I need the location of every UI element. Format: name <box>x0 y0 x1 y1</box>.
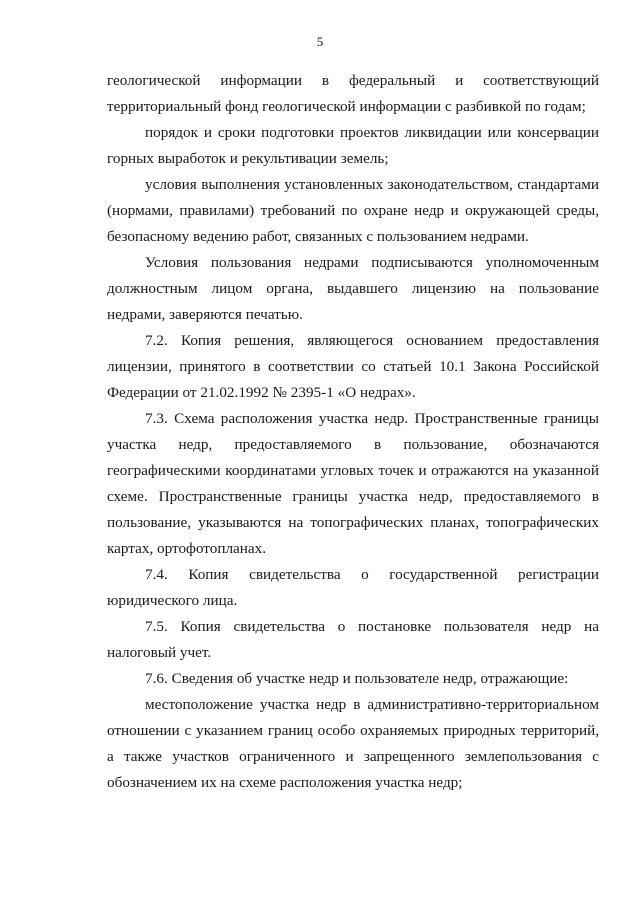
paragraph-7-6: 7.6. Сведения об участке недр и пользователе недр, отражающие: <box>145 670 569 687</box>
paragraph-signing-conditions: Условия пользования недрами подписываются уполномоченным должностным лицом органа, выдавшего лицензию на пользование недрами, заверяются печатью. <box>107 254 599 323</box>
paragraph-geological-info: геологической информации в федеральный и соответствующий территориальный фонд геологической информации с разбивкой по годам; <box>107 72 599 115</box>
document-body <box>107 68 599 796</box>
paragraph-location: местоположение участка недр в административно-территориальном отношении с указанием границ особо охраняемых природных территорий, а также участков ограниченного и запрещенного землепользования с обозначением их на схеме расположения участка недр; <box>107 696 599 791</box>
paragraph-protection-requirements: условия выполнения установленных законодательством, стандартами (нормами, правилами) требований по охране недр и окружающей среды, безопасному ведению работ, связанных с пользованием недрами. <box>107 176 599 245</box>
paragraph-7-3: 7.3. Схема расположения участка недр. Пространственные границы участка недр, предоставляемого в пользование, обозначаются географическими координатами угловых точек и отражаются на указанной схеме. Пространственные границы участка недр, предоставляемого в пользование, указываются на топографических планах, топографических картах, ортофотопланах. <box>107 410 599 557</box>
paragraph-liquidation-terms: порядок и сроки подготовки проектов ликвидации или консервации горных выработок и рекультивации земель; <box>107 124 599 167</box>
page-number: 5 <box>316 34 324 49</box>
paragraph-7-5: 7.5. Копия свидетельства о постановке пользователя недр на налоговый учет. <box>107 618 599 661</box>
paragraph-7-2: 7.2. Копия решения, являющегося основанием предоставления лицензии, принятого в соответствии со статьей 10.1 Закона Российской Федерации от 21.02.1992 № 2395-1 «О недрах». <box>107 332 599 401</box>
paragraph-7-4: 7.4. Копия свидетельства о государственной регистрации юридического лица. <box>107 566 599 609</box>
